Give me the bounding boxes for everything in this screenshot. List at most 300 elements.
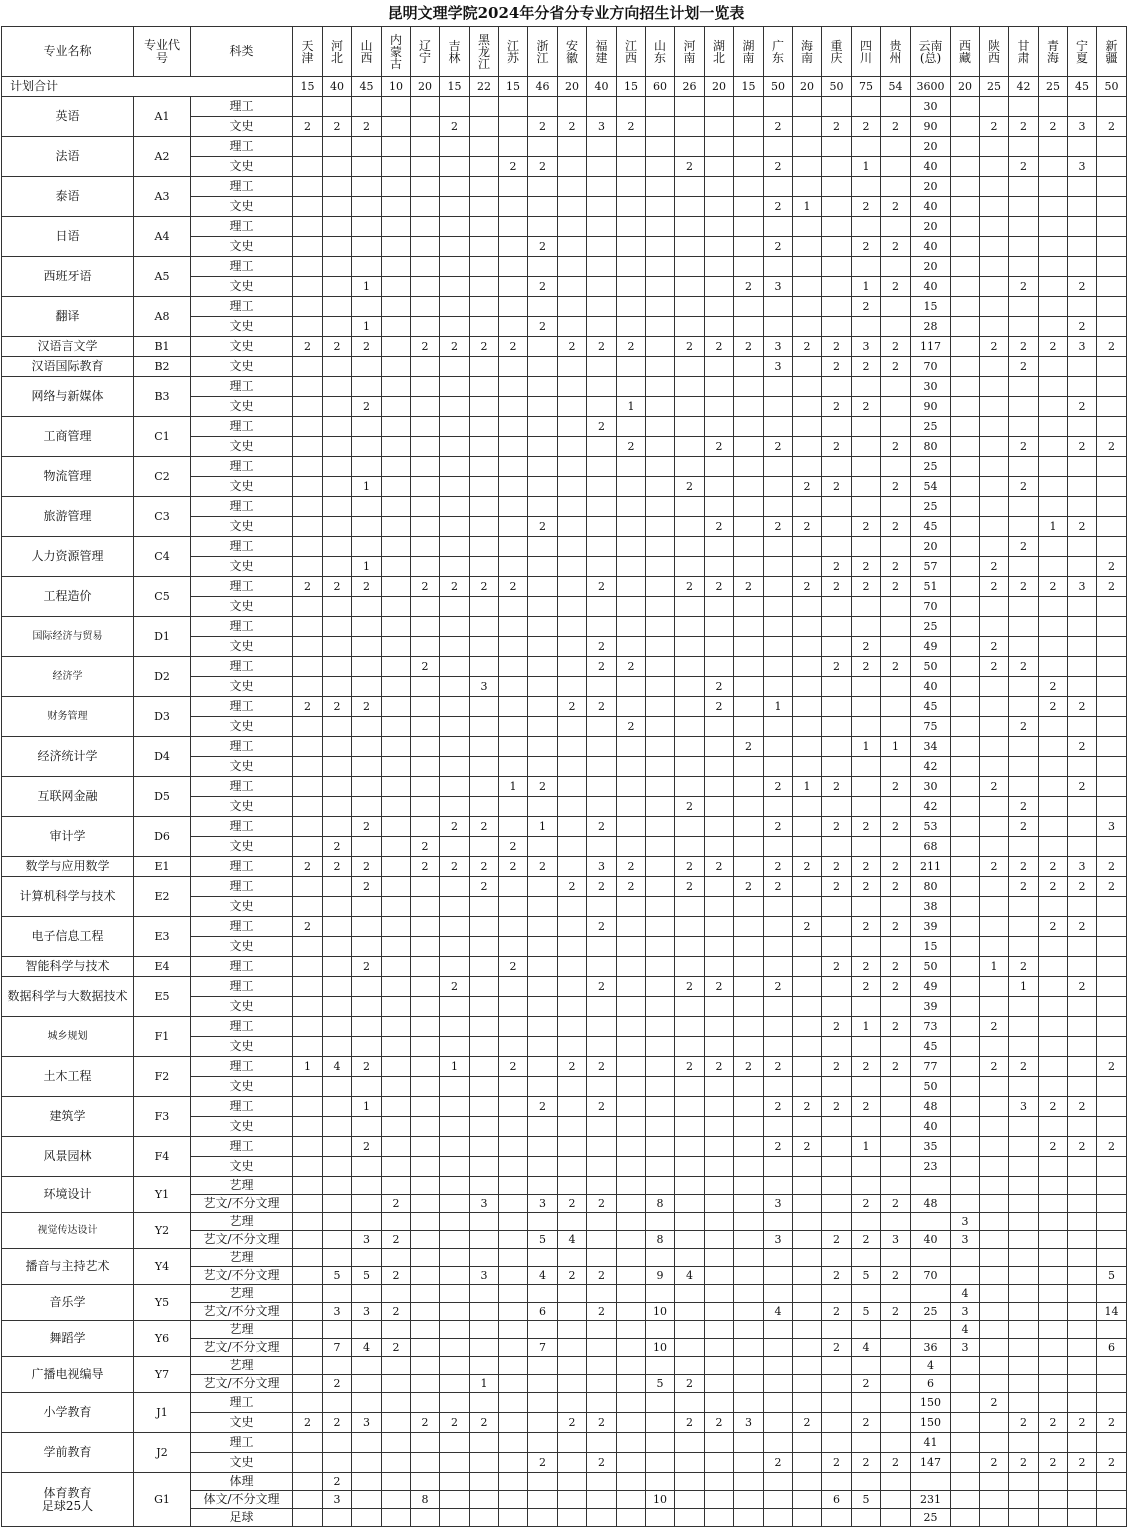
quota-cell bbox=[411, 237, 440, 257]
quota-cell bbox=[470, 1157, 499, 1177]
quota-cell bbox=[793, 1491, 822, 1509]
quota-cell bbox=[646, 997, 675, 1017]
quota-cell bbox=[352, 497, 382, 517]
subject-type: 理工 bbox=[191, 817, 293, 837]
quota-cell: 50 bbox=[911, 657, 951, 677]
quota-cell bbox=[675, 1509, 705, 1527]
header-province: 海南 bbox=[793, 27, 822, 77]
quota-cell: 2 bbox=[705, 1057, 734, 1077]
quota-cell bbox=[881, 1137, 911, 1157]
quota-cell bbox=[822, 737, 852, 757]
quota-cell bbox=[881, 997, 911, 1017]
quota-cell: 2 bbox=[881, 1453, 911, 1473]
quota-cell bbox=[951, 1037, 980, 1057]
quota-cell bbox=[881, 597, 911, 617]
quota-cell bbox=[646, 1413, 675, 1433]
quota-cell: 2 bbox=[1009, 957, 1039, 977]
quota-cell bbox=[980, 437, 1009, 457]
header-code: 专业代号 bbox=[134, 27, 191, 77]
quota-cell bbox=[1009, 1117, 1039, 1137]
quota-cell bbox=[323, 1195, 352, 1213]
header-province: 重庆 bbox=[822, 27, 852, 77]
quota-cell: 2 bbox=[822, 1267, 852, 1285]
subject-type: 艺文/不分文理 bbox=[191, 1303, 293, 1321]
quota-cell bbox=[440, 837, 470, 857]
quota-cell bbox=[881, 1157, 911, 1177]
quota-cell bbox=[822, 497, 852, 517]
major-code: C1 bbox=[134, 417, 191, 457]
quota-cell bbox=[675, 617, 705, 637]
quota-cell bbox=[617, 177, 646, 197]
quota-cell bbox=[646, 1393, 675, 1413]
quota-cell bbox=[470, 197, 499, 217]
quota-cell bbox=[980, 877, 1009, 897]
quota-cell bbox=[323, 797, 352, 817]
quota-cell: 2 bbox=[587, 917, 617, 937]
quota-cell bbox=[617, 377, 646, 397]
quota-cell bbox=[1039, 397, 1068, 417]
header-province: 湖北 bbox=[705, 27, 734, 77]
quota-cell: 2 bbox=[1009, 797, 1039, 817]
quota-cell bbox=[705, 637, 734, 657]
quota-cell: 2 bbox=[440, 817, 470, 837]
major-name: 音乐学 bbox=[2, 1285, 134, 1321]
quota-cell: 2 bbox=[352, 397, 382, 417]
quota-cell: 2 bbox=[793, 857, 822, 877]
quota-cell bbox=[1009, 697, 1039, 717]
quota-cell: 2 bbox=[822, 957, 852, 977]
quota-cell bbox=[980, 697, 1009, 717]
quota-cell: 2 bbox=[587, 1267, 617, 1285]
major-name: 数据科学与大数据技术 bbox=[2, 977, 134, 1017]
quota-cell bbox=[411, 757, 440, 777]
quota-cell: 1 bbox=[617, 397, 646, 417]
header-province: 湖南 bbox=[734, 27, 764, 77]
quota-cell bbox=[382, 97, 411, 117]
quota-cell bbox=[1039, 257, 1068, 277]
quota-cell bbox=[499, 357, 528, 377]
quota-cell: 2 bbox=[352, 577, 382, 597]
header-province: 山西 bbox=[352, 27, 382, 77]
quota-cell bbox=[793, 1117, 822, 1137]
quota-cell: 2 bbox=[1039, 877, 1068, 897]
quota-cell bbox=[587, 1231, 617, 1249]
quota-cell bbox=[705, 1037, 734, 1057]
quota-cell bbox=[793, 1453, 822, 1473]
quota-cell bbox=[617, 497, 646, 517]
quota-cell bbox=[617, 817, 646, 837]
quota-cell bbox=[793, 1077, 822, 1097]
table-row bbox=[2, 97, 1127, 117]
quota-cell bbox=[1009, 257, 1039, 277]
quota-cell bbox=[646, 317, 675, 337]
quota-cell: 2 bbox=[558, 877, 587, 897]
quota-cell bbox=[764, 1285, 793, 1303]
quota-cell bbox=[323, 297, 352, 317]
quota-cell bbox=[793, 537, 822, 557]
quota-cell bbox=[440, 537, 470, 557]
quota-cell: 2 bbox=[1009, 657, 1039, 677]
quota-cell: 3 bbox=[528, 1195, 558, 1213]
quota-cell: 2 bbox=[1039, 1137, 1068, 1157]
quota-cell: 2 bbox=[980, 657, 1009, 677]
quota-cell bbox=[558, 637, 587, 657]
quota-cell bbox=[764, 737, 793, 757]
quota-cell: 2 bbox=[440, 577, 470, 597]
quota-cell bbox=[1068, 1473, 1097, 1491]
subject-type: 艺文/不分文理 bbox=[191, 1375, 293, 1393]
quota-cell bbox=[293, 437, 323, 457]
quota-cell: 2 bbox=[822, 1057, 852, 1077]
quota-cell bbox=[440, 1321, 470, 1339]
quota-cell: 2 bbox=[1068, 917, 1097, 937]
quota-cell bbox=[1039, 197, 1068, 217]
quota-cell bbox=[951, 1057, 980, 1077]
quota-cell bbox=[1068, 477, 1097, 497]
quota-cell bbox=[881, 1285, 911, 1303]
quota-cell bbox=[675, 597, 705, 617]
quota-cell bbox=[646, 1473, 675, 1491]
total-cell: 10 bbox=[382, 77, 411, 97]
quota-cell: 2 bbox=[499, 837, 528, 857]
quota-cell bbox=[980, 257, 1009, 277]
quota-cell bbox=[499, 1195, 528, 1213]
quota-cell bbox=[1009, 317, 1039, 337]
quota-cell bbox=[980, 937, 1009, 957]
quota-cell bbox=[558, 197, 587, 217]
quota-cell bbox=[705, 237, 734, 257]
quota-cell bbox=[1097, 477, 1127, 497]
quota-cell bbox=[980, 1509, 1009, 1527]
quota-cell bbox=[587, 1285, 617, 1303]
quota-cell bbox=[675, 277, 705, 297]
quota-cell bbox=[352, 617, 382, 637]
quota-cell bbox=[440, 277, 470, 297]
quota-cell bbox=[764, 257, 793, 277]
quota-cell bbox=[1039, 957, 1068, 977]
quota-cell: 2 bbox=[617, 337, 646, 357]
quota-cell bbox=[617, 1491, 646, 1509]
quota-cell bbox=[822, 1375, 852, 1393]
quota-cell bbox=[411, 137, 440, 157]
quota-cell bbox=[675, 437, 705, 457]
quota-cell: 2 bbox=[528, 117, 558, 137]
quota-cell bbox=[646, 857, 675, 877]
quota-cell bbox=[852, 677, 881, 697]
quota-cell bbox=[323, 537, 352, 557]
quota-cell bbox=[1068, 1057, 1097, 1077]
table-row bbox=[2, 657, 1127, 677]
quota-cell bbox=[470, 637, 499, 657]
major-code: D4 bbox=[134, 737, 191, 777]
quota-cell: 2 bbox=[881, 857, 911, 877]
quota-cell bbox=[734, 917, 764, 937]
subject-type: 理工 bbox=[191, 1097, 293, 1117]
total-cell: 20 bbox=[558, 77, 587, 97]
quota-cell: 2 bbox=[852, 237, 881, 257]
quota-cell: 2 bbox=[881, 237, 911, 257]
subject-type: 文史 bbox=[191, 517, 293, 537]
quota-cell bbox=[293, 297, 323, 317]
quota-cell bbox=[1039, 1231, 1068, 1249]
quota-cell: 48 bbox=[911, 1195, 951, 1213]
table-row bbox=[2, 1321, 1127, 1339]
quota-cell bbox=[470, 397, 499, 417]
major-code: J1 bbox=[134, 1393, 191, 1433]
quota-cell bbox=[951, 757, 980, 777]
quota-cell bbox=[734, 597, 764, 617]
quota-cell bbox=[764, 1213, 793, 1231]
quota-cell: 40 bbox=[911, 277, 951, 297]
quota-cell bbox=[951, 837, 980, 857]
quota-cell bbox=[587, 217, 617, 237]
quota-cell bbox=[499, 1097, 528, 1117]
quota-cell bbox=[1097, 1509, 1127, 1527]
quota-cell: 2 bbox=[293, 1413, 323, 1433]
quota-cell bbox=[558, 397, 587, 417]
quota-cell: 2 bbox=[440, 337, 470, 357]
quota-cell bbox=[822, 1473, 852, 1491]
quota-cell bbox=[1068, 137, 1097, 157]
subject-type: 理工 bbox=[191, 917, 293, 937]
header-province: 福建 bbox=[587, 27, 617, 77]
major-code: A5 bbox=[134, 257, 191, 297]
quota-cell bbox=[1009, 1473, 1039, 1491]
quota-cell bbox=[822, 1357, 852, 1375]
quota-cell: 2 bbox=[705, 857, 734, 877]
subject-type: 艺文/不分文理 bbox=[191, 1339, 293, 1357]
quota-cell bbox=[323, 1453, 352, 1473]
quota-cell bbox=[323, 1177, 352, 1195]
quota-cell bbox=[352, 977, 382, 997]
quota-cell bbox=[470, 1213, 499, 1231]
quota-cell bbox=[764, 557, 793, 577]
quota-cell: 36 bbox=[911, 1339, 951, 1357]
quota-cell bbox=[951, 797, 980, 817]
quota-cell bbox=[675, 1117, 705, 1137]
quota-cell bbox=[1097, 1017, 1127, 1037]
quota-cell: 1 bbox=[852, 157, 881, 177]
quota-cell bbox=[499, 657, 528, 677]
quota-cell bbox=[293, 1231, 323, 1249]
quota-cell bbox=[822, 897, 852, 917]
quota-cell bbox=[1039, 1285, 1068, 1303]
quota-cell bbox=[558, 497, 587, 517]
quota-cell bbox=[734, 1321, 764, 1339]
header-province: 云南(总) bbox=[911, 27, 951, 77]
quota-cell bbox=[528, 977, 558, 997]
quota-cell bbox=[440, 437, 470, 457]
quota-cell bbox=[558, 357, 587, 377]
quota-cell bbox=[675, 1037, 705, 1057]
quota-cell bbox=[352, 417, 382, 437]
quota-cell: 2 bbox=[852, 397, 881, 417]
quota-cell bbox=[382, 657, 411, 677]
quota-cell bbox=[499, 197, 528, 217]
quota-cell: 4 bbox=[951, 1285, 980, 1303]
total-cell: 3600 bbox=[911, 77, 951, 97]
quota-cell bbox=[793, 877, 822, 897]
subject-type: 理工 bbox=[191, 217, 293, 237]
subject-type: 文史 bbox=[191, 897, 293, 917]
quota-cell: 2 bbox=[558, 697, 587, 717]
quota-cell bbox=[558, 1213, 587, 1231]
quota-cell bbox=[734, 1177, 764, 1195]
quota-cell bbox=[1009, 1213, 1039, 1231]
quota-cell: 2 bbox=[881, 1057, 911, 1077]
quota-cell bbox=[558, 597, 587, 617]
quota-cell bbox=[1009, 457, 1039, 477]
quota-cell bbox=[323, 517, 352, 537]
quota-cell: 2 bbox=[881, 777, 911, 797]
quota-cell bbox=[558, 1303, 587, 1321]
quota-cell bbox=[352, 1433, 382, 1453]
quota-cell bbox=[1097, 757, 1127, 777]
quota-cell bbox=[734, 637, 764, 657]
quota-cell bbox=[951, 297, 980, 317]
quota-cell bbox=[1068, 1491, 1097, 1509]
quota-cell bbox=[852, 717, 881, 737]
quota-cell bbox=[382, 477, 411, 497]
quota-cell: 2 bbox=[411, 837, 440, 857]
table-row bbox=[2, 297, 1127, 317]
quota-cell bbox=[646, 1285, 675, 1303]
quota-cell bbox=[734, 297, 764, 317]
quota-cell bbox=[764, 417, 793, 437]
quota-cell bbox=[675, 1195, 705, 1213]
quota-cell: 2 bbox=[705, 977, 734, 997]
quota-cell: 3 bbox=[734, 1413, 764, 1433]
quota-cell bbox=[440, 1077, 470, 1097]
quota-cell bbox=[352, 837, 382, 857]
quota-cell bbox=[675, 1177, 705, 1195]
quota-cell: 2 bbox=[293, 117, 323, 137]
quota-cell bbox=[1039, 1177, 1068, 1195]
quota-cell bbox=[881, 457, 911, 477]
quota-cell: 3 bbox=[951, 1303, 980, 1321]
quota-cell bbox=[852, 1321, 881, 1339]
quota-cell bbox=[646, 537, 675, 557]
quota-cell bbox=[734, 1249, 764, 1267]
header-province: 山东 bbox=[646, 27, 675, 77]
quota-cell bbox=[793, 217, 822, 237]
quota-cell bbox=[764, 537, 793, 557]
quota-cell: 2 bbox=[822, 397, 852, 417]
total-cell: 42 bbox=[1009, 77, 1039, 97]
quota-cell bbox=[440, 897, 470, 917]
quota-cell: 2 bbox=[382, 1195, 411, 1213]
quota-cell bbox=[470, 157, 499, 177]
quota-cell bbox=[470, 537, 499, 557]
major-code: Y6 bbox=[134, 1321, 191, 1357]
subject-type: 艺文/不分文理 bbox=[191, 1231, 293, 1249]
quota-cell bbox=[881, 297, 911, 317]
quota-cell bbox=[352, 217, 382, 237]
quota-cell: 2 bbox=[822, 357, 852, 377]
quota-cell: 75 bbox=[911, 717, 951, 737]
quota-cell: 2 bbox=[764, 1097, 793, 1117]
quota-cell bbox=[1068, 417, 1097, 437]
quota-cell bbox=[411, 817, 440, 837]
quota-cell: 2 bbox=[675, 1413, 705, 1433]
quota-cell bbox=[1097, 397, 1127, 417]
quota-cell bbox=[980, 1249, 1009, 1267]
quota-cell bbox=[980, 1303, 1009, 1321]
quota-cell: 2 bbox=[1009, 817, 1039, 837]
quota-cell: 7 bbox=[528, 1339, 558, 1357]
quota-cell: 2 bbox=[675, 977, 705, 997]
quota-cell: 20 bbox=[911, 217, 951, 237]
quota-cell bbox=[528, 1077, 558, 1097]
quota-cell: 2 bbox=[1009, 357, 1039, 377]
quota-cell: 2 bbox=[881, 557, 911, 577]
quota-cell bbox=[646, 797, 675, 817]
quota-cell bbox=[352, 257, 382, 277]
quota-cell: 2 bbox=[587, 637, 617, 657]
quota-cell bbox=[881, 897, 911, 917]
quota-cell bbox=[793, 1357, 822, 1375]
quota-cell: 2 bbox=[705, 697, 734, 717]
quota-cell bbox=[881, 157, 911, 177]
quota-cell bbox=[980, 1433, 1009, 1453]
quota-cell bbox=[951, 1433, 980, 1453]
quota-cell bbox=[793, 117, 822, 137]
quota-cell: 5 bbox=[852, 1303, 881, 1321]
quota-cell bbox=[1039, 1117, 1068, 1137]
quota-cell bbox=[646, 237, 675, 257]
quota-cell: 2 bbox=[822, 1453, 852, 1473]
quota-cell bbox=[352, 1213, 382, 1231]
quota-cell bbox=[881, 1433, 911, 1453]
quota-cell bbox=[470, 597, 499, 617]
quota-cell: 1 bbox=[852, 1137, 881, 1157]
quota-cell: 30 bbox=[911, 97, 951, 117]
quota-cell bbox=[1097, 717, 1127, 737]
quota-cell bbox=[558, 1393, 587, 1413]
quota-cell bbox=[411, 177, 440, 197]
quota-cell bbox=[951, 897, 980, 917]
quota-cell: 2 bbox=[1097, 1453, 1127, 1473]
quota-cell: 2 bbox=[881, 337, 911, 357]
quota-cell bbox=[558, 1097, 587, 1117]
quota-cell: 42 bbox=[911, 757, 951, 777]
quota-cell bbox=[764, 317, 793, 337]
quota-cell bbox=[734, 257, 764, 277]
quota-cell bbox=[558, 1285, 587, 1303]
quota-cell: 2 bbox=[1097, 857, 1127, 877]
quota-cell bbox=[587, 1357, 617, 1375]
subject-type: 文史 bbox=[191, 997, 293, 1017]
quota-cell bbox=[352, 677, 382, 697]
quota-cell bbox=[1097, 1321, 1127, 1339]
quota-cell bbox=[499, 177, 528, 197]
quota-cell bbox=[1068, 297, 1097, 317]
quota-cell bbox=[617, 1177, 646, 1195]
subject-type: 文史 bbox=[191, 597, 293, 617]
quota-cell: 2 bbox=[793, 337, 822, 357]
quota-cell bbox=[675, 1321, 705, 1339]
subject-type: 理工 bbox=[191, 617, 293, 637]
total-cell: 25 bbox=[980, 77, 1009, 97]
quota-cell bbox=[293, 1473, 323, 1491]
quota-cell bbox=[411, 1339, 440, 1357]
quota-cell bbox=[980, 757, 1009, 777]
quota-cell bbox=[1039, 1321, 1068, 1339]
quota-cell bbox=[822, 277, 852, 297]
quota-cell bbox=[499, 1177, 528, 1195]
quota-cell bbox=[646, 637, 675, 657]
quota-cell bbox=[705, 557, 734, 577]
